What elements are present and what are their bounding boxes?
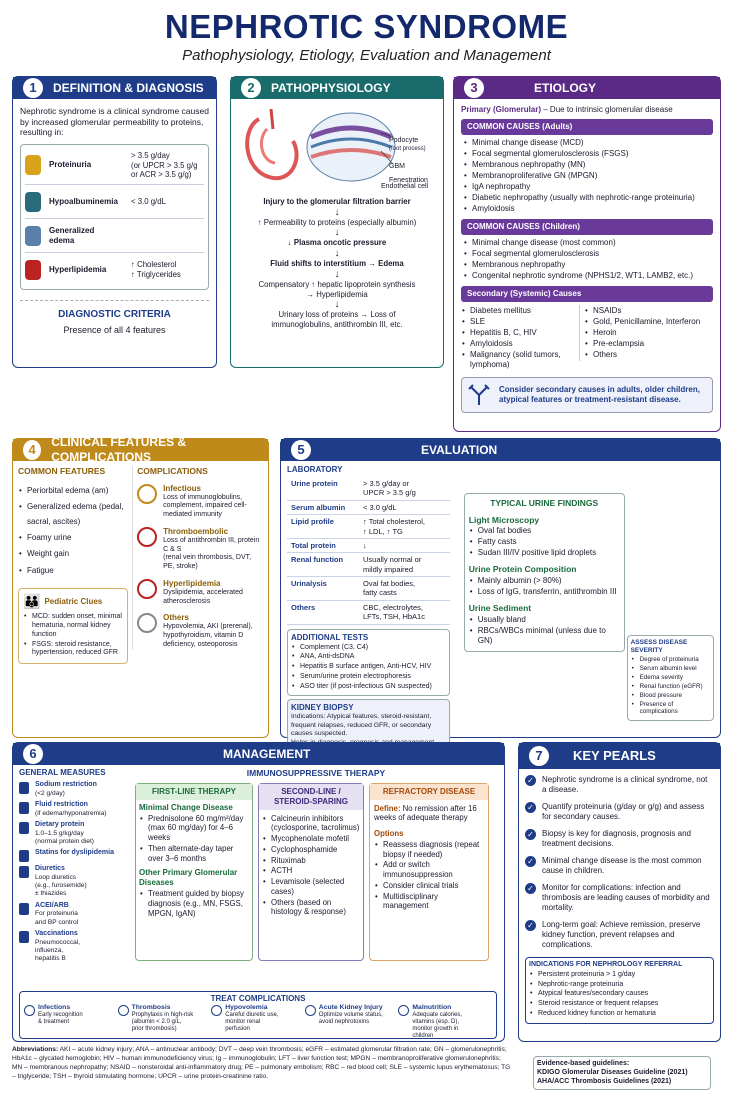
- child-causes: [463, 238, 713, 281]
- panel-pathophysiology: [230, 76, 444, 368]
- complication-desc: Hypovolemia, AKI (prerenal), hypothyroidism, vitamin D deficiency, osteoporosis: [163, 623, 253, 648]
- lab-key: Others: [287, 600, 359, 624]
- flow-arrow: ↓: [334, 248, 340, 260]
- secondary-note: Consider secondary causes in adults, older children, atypical features or treatment-resistant disease.: [499, 385, 700, 404]
- page-subtitle: Pathophysiology, Etiology, Evaluation and Management: [182, 47, 551, 64]
- lab-key: Lipid profile: [287, 515, 359, 539]
- secondary-cause: • Malignancy (solid tumors, lymphoma): [461, 350, 579, 370]
- light-microscopy-header: Light Microscopy: [468, 514, 540, 525]
- pearl-item: [525, 775, 714, 795]
- check-icon: ✓: [525, 920, 536, 931]
- antibody-icon: [467, 383, 491, 407]
- severity-item: • Renal function (eGFR): [631, 683, 710, 691]
- general-measure-body: [35, 930, 80, 963]
- nutrition-icon: [398, 1005, 409, 1016]
- adult-cause: • Amyloidosis: [463, 204, 713, 214]
- flow-step: Injury to the glomerular filtration barrier: [263, 197, 411, 206]
- pearl-item: [525, 802, 714, 822]
- other-primary-item: • Treatment guided by biopsy diagnosis (e.g., MN, FSGS, MPGN, IgAN): [139, 889, 249, 918]
- severity-item: • Edema severity: [631, 674, 710, 682]
- lab-value: ↓: [359, 538, 450, 552]
- urine-protein-item: • Mainly albumin (> 80%): [469, 576, 620, 586]
- referral-item: • Atypical features/secondary causes: [529, 990, 710, 999]
- check-icon: ✓: [525, 802, 536, 813]
- treat-body: [38, 1004, 83, 1026]
- refractory-header: REFRACTORY DISEASE: [370, 784, 488, 800]
- evidence-2: AHA/ACC Thrombosis Guidelines (2021): [537, 1077, 672, 1085]
- options-list: [374, 840, 484, 911]
- general-measure: [19, 849, 129, 862]
- label-fenestration: Fenestration: [389, 177, 428, 184]
- complication-item: [137, 527, 263, 572]
- complication-desc: Dyslipidemia, accelerated atherosclerosis: [163, 588, 243, 605]
- general-measure-title: Fluid restriction: [35, 800, 88, 808]
- additional-test: • Complement (C3, C4): [291, 644, 446, 653]
- check-icon: ✓: [525, 829, 536, 840]
- section-number: 2: [241, 78, 261, 98]
- other-primary-list: [139, 889, 249, 918]
- adult-causes: [463, 138, 713, 214]
- primary-desc: – Due to intrinsic glomerular disease: [541, 105, 673, 114]
- severity-item: • Serum albumin level: [631, 665, 710, 673]
- secondary-cause: • Amyloidosis: [461, 339, 579, 349]
- water-drop-icon: [25, 192, 41, 212]
- option-item: • Reassess diagnosis (repeat biopsy if needed): [374, 840, 484, 859]
- general-measure-title: Dietary protein: [35, 820, 85, 828]
- secondary-causes-left: [461, 305, 579, 371]
- refractory-define: No remission after 16 weeks of adequate therapy: [374, 803, 477, 823]
- feature-label: Hyperlipidemia: [49, 265, 107, 275]
- complication-item: [137, 579, 263, 607]
- first-line-header: FIRST-LINE THERAPY: [136, 784, 252, 800]
- general-measure-desc: (if edema/hyponatremia): [35, 809, 107, 817]
- urine-sediment-item: • RBCs/WBCs minimal (unless due to GN): [469, 626, 620, 646]
- urine-protein-list: [469, 576, 620, 597]
- secondary-causes-right: [579, 305, 709, 361]
- general-measures-header: GENERAL MEASURES: [19, 768, 106, 777]
- second-line-item: • Others (based on histology & response): [262, 898, 360, 917]
- general-measure-title: Vaccinations: [35, 929, 78, 937]
- option-item: • Consider clinical trials: [374, 881, 484, 891]
- pathophysiology-flow: [231, 191, 443, 330]
- additional-tests-list: [291, 644, 446, 692]
- treat-body: [319, 1004, 383, 1026]
- lab-value: ↑ Total cholesterol, ↑ LDL, ↑ TG: [359, 515, 450, 539]
- section-title: CLINICAL FEATURES & COMPLICATIONS: [51, 435, 187, 464]
- section-number: 5: [291, 440, 311, 460]
- general-measure-title: Statins for dyslipidemia: [35, 849, 114, 857]
- feature-item: [25, 147, 204, 185]
- complication-title: Infectious: [163, 483, 201, 493]
- lab-key: Renal function: [287, 553, 359, 577]
- general-measure-body: [35, 781, 97, 798]
- adult-cause: • Focal segmental glomerulosclerosis (FSGS): [463, 149, 713, 159]
- treat-item: [398, 1004, 492, 1040]
- treat-item: [305, 1004, 399, 1026]
- definition-text: Nephrotic syndrome is a clinical syndrome caused by increased glomerular permeability to proteins, resulting in:: [20, 106, 209, 138]
- treat-title: Malnutrition: [412, 1004, 452, 1011]
- lab-value: Usually normal or mildly impaired: [359, 553, 450, 577]
- referral-item: • Nephrotic-range proteinuria: [529, 981, 710, 990]
- laboratory-header: LABORATORY: [287, 465, 343, 474]
- lab-row: [287, 553, 450, 577]
- feature-item: [25, 185, 204, 219]
- general-measure-desc: For proteinuria and BP control: [35, 910, 79, 926]
- severity-item: • Presence of complications: [631, 701, 710, 717]
- bone-icon: [137, 613, 157, 633]
- additional-tests-header: ADDITIONAL TESTS: [291, 632, 369, 642]
- general-measures-list: [19, 781, 129, 963]
- lab-row: [287, 500, 450, 514]
- additional-test: • ASO titer (if post-infectious GN suspected): [291, 683, 446, 692]
- pearl-item: [525, 883, 714, 913]
- diuretic-icon: [19, 866, 29, 878]
- feature-value: ↑ Cholesterol ↑ Triglycerides: [131, 260, 181, 280]
- complication-title: Hyperlipidemia: [163, 578, 221, 588]
- section-number: 3: [464, 78, 484, 98]
- additional-test: • Serum/urine protein electrophoresis: [291, 673, 446, 682]
- children-header: COMMON CAUSES (Children): [461, 219, 713, 235]
- treat-body: [412, 1004, 462, 1040]
- flow-arrow: ↓: [334, 206, 340, 218]
- secondary-cause: • Diabetes mellitus: [461, 306, 579, 316]
- treat-title: Thrombosis: [131, 1004, 171, 1011]
- section-number: 6: [23, 744, 43, 764]
- section-number: 7: [529, 746, 549, 766]
- feature-label: Hypoalbuminemia: [49, 196, 118, 206]
- feature-label: Generalized edema: [49, 225, 95, 245]
- feature-label: Proteinuria: [49, 160, 92, 170]
- panel-evaluation: [280, 438, 721, 738]
- section-title: EVALUATION: [421, 442, 498, 457]
- section-title: DEFINITION & DIAGNOSIS: [53, 80, 204, 95]
- urine-protein-item: • Loss of IgG, transferrin, antithrombin III: [469, 587, 620, 597]
- option-item: • Add or switch immunosuppression: [374, 860, 484, 879]
- severity-header: ASSESS DISEASE SEVERITY: [630, 639, 688, 655]
- pearl-text: Long-term goal: Achieve remission, preserve kidney function, prevent relapses and complications.: [542, 920, 701, 949]
- glass-icon: [19, 802, 29, 814]
- pediatric-clue: • FSGS: steroid resistance, hypertension, reduced GFR: [23, 641, 123, 659]
- immuno-header: IMMUNOSUPPRESSIVE THERAPY: [246, 768, 386, 778]
- lab-row: [287, 538, 450, 552]
- severity-list: [631, 656, 710, 716]
- child-cause: • Congenital nephrotic syndrome (NPHS1/2, WT1, LAMB2, etc.): [463, 271, 713, 281]
- virus-icon: [137, 484, 157, 504]
- option-item: • Multidisciplinary management: [374, 892, 484, 911]
- syringe-icon: [19, 931, 29, 943]
- section-title: MANAGEMENT: [223, 746, 311, 761]
- treat-desc: Early recognition & treatment: [38, 1012, 83, 1026]
- biopsy-text: Indications: Atypical features, steroid-resistant, frequent relapses, reduced GFR, or secondary causes suspected.: [291, 713, 432, 738]
- panel-clinical: [12, 435, 269, 738]
- flow-arrow: ↓: [334, 268, 340, 280]
- general-measure-desc: (<2 g/day): [35, 789, 65, 797]
- general-measure-title: Sodium restriction: [35, 781, 97, 788]
- referral-item: • Reduced kidney function or hematuria: [529, 1010, 710, 1019]
- common-features-header: COMMON FEATURES: [18, 466, 106, 476]
- treat-title: Infections: [38, 1004, 71, 1011]
- secondary-cause: • Pre-eclampsia: [584, 339, 709, 349]
- complication-item: [137, 484, 263, 520]
- complication-body: [163, 484, 263, 520]
- secondary-cause: • Others: [584, 350, 709, 360]
- check-icon: ✓: [525, 883, 536, 894]
- complication-desc: Loss of antithrombin III, protein C & S (renal vein thrombosis, DVT, PE, stroke): [163, 536, 260, 571]
- flow-step: Fluid shifts to interstitium → Edema: [270, 259, 404, 269]
- feature-value: < 3.0 g/dL: [131, 196, 166, 206]
- flow-arrow: ↓: [334, 227, 340, 239]
- pearl-text: Monitor for complications: infection and thrombosis are leading causes of morbidity and mortality.: [542, 883, 710, 912]
- pediatric-header: Pediatric Clues: [44, 596, 103, 606]
- flow-arrow: ↓: [334, 299, 340, 311]
- lab-row: [287, 477, 450, 500]
- general-measure-body: [35, 849, 114, 858]
- check-icon: ✓: [525, 775, 536, 786]
- severity-item: • Degree of proteinuria: [631, 656, 710, 664]
- kidney-icon: [19, 903, 29, 915]
- general-measure: [19, 902, 129, 927]
- common-feature: • Periorbital edema (am): [18, 483, 128, 498]
- treat-complications-list: [20, 1004, 496, 1040]
- abbreviations: Abbreviations: AKI – acute kidney injury; ANA – antinuclear antibody; DVT – deep vein thrombosis; eGFR – estimated glomerular filtration rate; GN – glomerulonephritis; HbA1c – glycated hemoglobin; HIV – human immunodeficiency virus; Ig – immunoglobulin; LFT – liver function test; MPGN – membranoproliferative glomerulonephritis; MN – membranous nephropathy; NSAID – nonsteroidal anti-inflammatory drug; PE – pulmonary embolism; RBC – red blood cell; SLE – systemic lupus erythematosus; TG – triglyceride; TSH – thyroid stimulating hormone; UPCR – urine protein-creatinine ratio.: [12, 1046, 511, 1080]
- second-line-item: • Mycophenolate mofetil: [262, 834, 360, 844]
- feature-item: [25, 253, 204, 287]
- pearl-item: [525, 829, 714, 849]
- treat-item: [24, 1004, 118, 1026]
- check-icon: ✓: [525, 856, 536, 867]
- treat-body: [225, 1004, 278, 1033]
- artery-icon: [137, 579, 157, 599]
- urine-sediment-item: • Usually bland: [469, 615, 620, 625]
- hypovolemia-icon: [211, 1005, 222, 1016]
- evidence-1: KDIGO Glomerular Diseases Guideline (2021): [537, 1068, 688, 1076]
- complication-body: [163, 579, 263, 607]
- additional-test: • Hepatitis B surface antigen, Anti-HCV, HIV: [291, 663, 446, 672]
- second-line-item: • Levamisole (selected cases): [262, 877, 360, 896]
- feature-value: > 3.5 g/day (or UPCR > 3.5 g/g or ACR > 3.5 g/g): [131, 150, 198, 180]
- pearl-item: [525, 920, 714, 950]
- general-measure-desc: Pneumococcal, influenza, hepatitis B: [35, 938, 81, 963]
- page-title: NEPHROTIC SYNDROME: [164, 8, 569, 45]
- lab-value: Oval fat bodies, fatty casts: [359, 577, 450, 601]
- secondary-cause: • SLE: [461, 317, 579, 327]
- second-line-header: SECOND-LINE / STEROID-SPARING: [259, 784, 363, 810]
- label-gbm: GBM: [389, 163, 405, 170]
- common-feature: • Generalized edema (pedal, sacral, ascites): [18, 499, 128, 529]
- lab-value: > 3.5 g/day or UPCR > 3.5 g/g: [359, 477, 450, 500]
- mcd-list: [139, 814, 249, 864]
- panel-key-pearls: [518, 742, 721, 1042]
- urine-protein-header: Urine Protein Composition: [468, 564, 577, 575]
- label-endothelial: Endothelial cell: [381, 183, 429, 190]
- pearl-text: Biopsy is key for diagnosis, prognosis and treatment decisions.: [542, 829, 691, 848]
- general-measure: [19, 930, 129, 963]
- flow-step: Compensatory ↑ hepatic lipoprotein synthesis → Hyperlipidemia: [258, 279, 416, 299]
- secondary-cause: • Heroin: [584, 328, 709, 338]
- treat-complications-header: TREAT COMPLICATIONS: [210, 994, 306, 1003]
- adult-cause: • Diabetic nephropathy (usually with nephrotic-range proteinuria): [463, 193, 713, 203]
- feature-item: [25, 219, 204, 253]
- secondary-cause: • NSAIDs: [584, 306, 709, 316]
- complication-title: Thromboembolic: [163, 526, 229, 536]
- general-measure-desc: 1.0–1.5 g/kg/day (normal protein diet): [35, 829, 95, 845]
- treat-item: [118, 1004, 212, 1033]
- section-title: PATHOPHYSIOLOGY: [271, 80, 391, 95]
- evidence-header: Evidence-based guidelines:: [537, 1060, 630, 1067]
- pearl-item: [525, 856, 714, 876]
- options-header: Options: [374, 829, 404, 839]
- feature-list: [20, 144, 209, 290]
- urine-sediment-list: [469, 615, 620, 646]
- urine-cup-icon: [25, 155, 41, 175]
- lab-row: [287, 600, 450, 624]
- aki-icon: [305, 1005, 316, 1016]
- lab-row: [287, 515, 450, 539]
- child-cause: • Focal segmental glomerulosclerosis: [463, 249, 713, 259]
- lab-value: < 3.0 g/dL: [359, 500, 450, 514]
- blood-tube-icon: [25, 260, 41, 280]
- pearl-text: Quantify proteinuria (g/day or g/g) and assess for secondary causes.: [542, 802, 705, 821]
- urine-sediment-header: Urine Sediment: [468, 602, 532, 613]
- flow-step: ↑ Permeability to proteins (especially albumin): [257, 217, 417, 227]
- treat-body: [132, 1004, 194, 1033]
- complication-body: [163, 527, 263, 572]
- second-line-item: • Calcineurin inhibitors (cyclosporine, tacrolimus): [262, 814, 360, 833]
- treat-desc: Prophylaxis in high-risk (albumin < 2.0 g/L, prior thrombosis): [131, 1012, 194, 1033]
- child-cause: • Membranous nephropathy: [463, 260, 713, 270]
- pearl-text: Minimal change disease is the most common cause in children.: [542, 856, 702, 875]
- salt-icon: [19, 782, 29, 794]
- general-measure-title: ACEI/ARB: [35, 901, 69, 909]
- mcd-header: Minimal Change Disease: [139, 802, 233, 812]
- common-feature: • Weight gain: [18, 546, 128, 561]
- referral-item: • Persistent proteinuria > 1 g/day: [529, 971, 710, 980]
- light-microscopy-item: • Oval fat bodies: [469, 526, 620, 536]
- adult-cause: • Membranous nephropathy (MN): [463, 160, 713, 170]
- pediatric-list: [23, 613, 123, 658]
- treat-title: Acute Kidney Injury: [318, 1004, 383, 1011]
- protein-icon: [19, 822, 29, 834]
- criteria-text: Presence of all 4 features: [63, 324, 166, 335]
- blood-drop-icon: [137, 527, 157, 547]
- common-features-list: [18, 483, 128, 578]
- section-title: KEY PEARLS: [573, 747, 656, 763]
- general-measure-title: Diuretics: [35, 865, 65, 873]
- light-microscopy-list: [469, 526, 620, 558]
- common-feature: • Foamy urine: [18, 530, 128, 545]
- thrombosis-icon: [118, 1005, 129, 1016]
- other-primary-header: Other Primary Glomerular Diseases: [139, 868, 238, 888]
- complications-list: [137, 484, 263, 650]
- general-measure-body: [35, 821, 94, 846]
- panel-management: [12, 742, 505, 1042]
- laboratory-table: [287, 477, 450, 625]
- general-measure-body: [35, 865, 87, 898]
- referral-item: • Steroid resistance or frequent relapses: [529, 1000, 710, 1009]
- secondary-cause: • Hepatitis B, C, HIV: [461, 328, 579, 338]
- lab-value: CBC, electrolytes, LFTs, TSH, HbA1c: [359, 600, 450, 624]
- complication-item: [137, 613, 263, 649]
- urine-findings-header: TYPICAL URINE FINDINGS: [490, 498, 599, 508]
- general-measure: [19, 801, 129, 818]
- general-measure-body: [35, 801, 106, 818]
- primary-label: Primary (Glomerular): [461, 105, 542, 114]
- general-measure-desc: Loop diuretics (e.g., furosemide) ± thiazides: [35, 873, 87, 898]
- lab-key: Serum albumin: [287, 500, 359, 514]
- general-measure-body: [35, 902, 78, 927]
- pearl-text: Nephrotic syndrome is a clinical syndrome, not a disease.: [542, 775, 708, 794]
- severity-item: • Blood pressure: [631, 692, 710, 700]
- treat-desc: Careful diuretic use, monitor renal perfusion: [225, 1012, 279, 1033]
- lab-key: Total protein: [287, 538, 359, 552]
- lab-key: Urinalysis: [287, 577, 359, 601]
- refractory-define-label: Define:: [374, 803, 401, 813]
- mcd-item: • Then alternate-day taper over 3–6 months: [139, 844, 249, 863]
- general-measure: [19, 781, 129, 798]
- complication-desc: Loss of immunoglobulins, complement, impaired cell-mediated immunity: [163, 493, 247, 519]
- adult-cause: • IgA nephropathy: [463, 182, 713, 192]
- treat-item: [211, 1004, 305, 1033]
- flow-step: Urinary loss of proteins → Loss of immunoglobulins, antithrombin III, etc.: [271, 310, 403, 330]
- additional-test: • ANA, Anti-dsDNA: [291, 653, 446, 662]
- panel-etiology: [453, 76, 721, 432]
- leg-edema-icon: [25, 226, 41, 246]
- adult-cause: • Minimal change disease (MCD): [463, 138, 713, 148]
- second-line-item: • Cyclophosphamide: [262, 845, 360, 855]
- light-microscopy-item: • Fatty casts: [469, 537, 620, 547]
- general-measure: [19, 821, 129, 846]
- common-feature: • Fatigue: [18, 563, 128, 578]
- child-cause: • Minimal change disease (most common): [463, 238, 713, 248]
- second-line-item: • Rituximab: [262, 856, 360, 866]
- flow-step: ↓ Plasma oncotic pressure: [287, 238, 387, 248]
- evidence-box: [533, 1056, 711, 1090]
- general-measure: [19, 865, 129, 898]
- biopsy-header: KIDNEY BIOPSY: [291, 703, 354, 713]
- pill-icon: [19, 850, 29, 862]
- children-icon: 👪: [23, 592, 41, 609]
- label-podocyte: Podocyte (foot process): [389, 137, 426, 152]
- section-number: 1: [23, 78, 43, 98]
- second-line-list: [259, 810, 363, 921]
- criteria-title: DIAGNOSTIC CRITERIA: [58, 309, 171, 321]
- treat-desc: Optimize volume status, avoid nephrotoxins: [318, 1012, 383, 1026]
- referral-header: INDICATIONS FOR NEPHROLOGY REFERRAL: [529, 961, 683, 968]
- lab-row: [287, 577, 450, 601]
- light-microscopy-item: • Sudan III/IV positive lipid droplets: [469, 548, 620, 558]
- secondary-cause: • Gold, Penicillamine, Interferon: [584, 317, 709, 327]
- lab-key: Urine protein: [287, 477, 359, 500]
- complication-body: [163, 613, 263, 649]
- adult-cause: • Membranoproliferative GN (MPGN): [463, 171, 713, 181]
- referral-list: [529, 971, 710, 1019]
- adults-header: COMMON CAUSES (Adults): [461, 119, 713, 135]
- complication-title: Others: [163, 613, 189, 623]
- infection-icon: [24, 1005, 35, 1016]
- pediatric-clue: • MCD: sudden onset, minimal hematuria, normal kidney function: [23, 613, 123, 639]
- secondary-header: Secondary (Systemic) Causes: [461, 286, 713, 302]
- section-number: 4: [23, 440, 41, 460]
- treat-desc: Adequate calories, vitamins (esp. D), monitor growth in children: [412, 1012, 463, 1040]
- second-line-item: • ACTH: [262, 866, 360, 876]
- complications-header: COMPLICATIONS: [137, 466, 208, 476]
- section-title: ETIOLOGY: [534, 80, 597, 95]
- pearls-list: [519, 769, 720, 950]
- mcd-item: • Prednisolone 60 mg/m²/day (max 60 mg/day) for 4–6 weeks: [139, 814, 249, 843]
- panel-definition: [12, 76, 217, 368]
- treat-title: Hypovolemia: [225, 1004, 268, 1011]
